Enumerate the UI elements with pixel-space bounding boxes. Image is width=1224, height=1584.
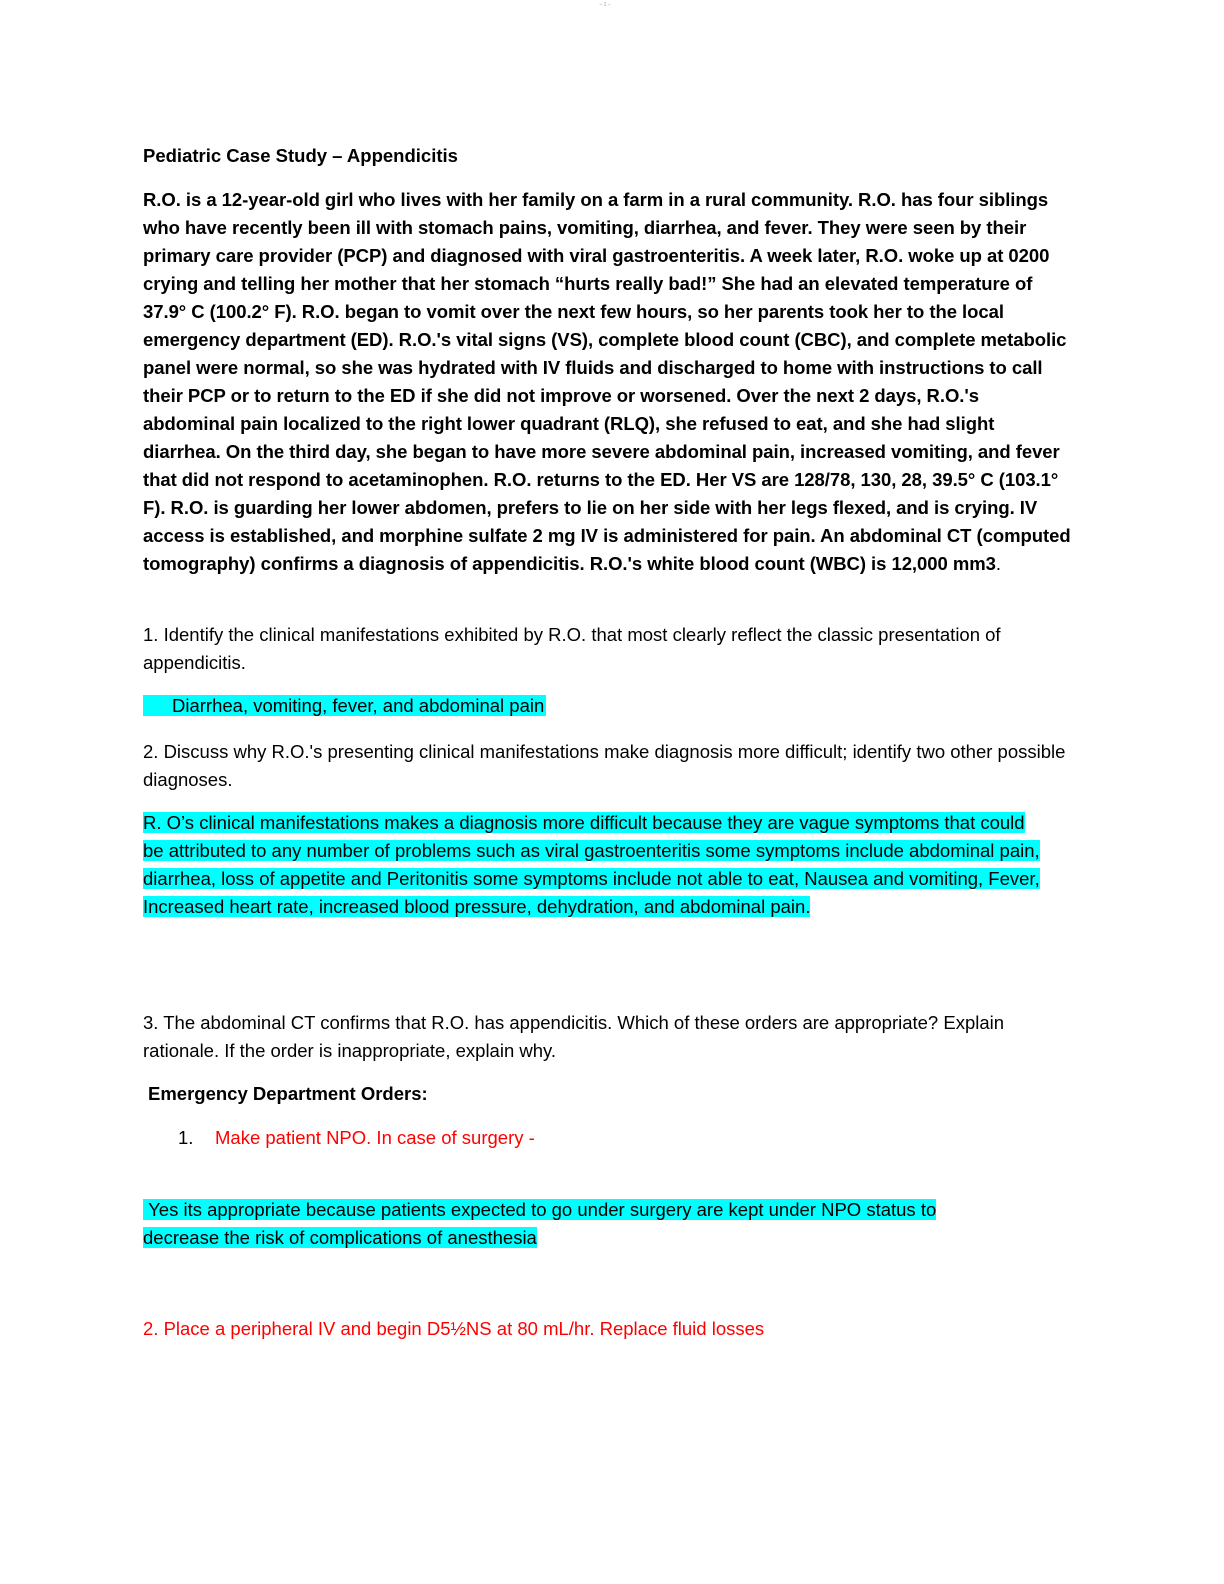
page-header-mark: – 1 –: [599, 2, 611, 8]
answer-1-highlight: Diarrhea, vomiting, fever, and abdominal pain: [143, 695, 546, 716]
order-1-number: 1.: [178, 1127, 194, 1148]
order-2: 2. Place a peripheral IV and begin D5½NS at 80 mL/hr. Replace fluid losses: [143, 1318, 765, 1339]
answer-1: [143, 692, 1073, 720]
question-1: 1. Identify the clinical manifestations exhibited by R.O. that most clearly reflect the classic presentation of appendicitis.: [143, 624, 1001, 673]
case-description-end: .: [995, 553, 1001, 574]
order-1-answer: [143, 1196, 1013, 1252]
orders-heading: Emergency Department Orders:: [148, 1083, 428, 1104]
answer-2: [143, 809, 1043, 921]
order-1-text: Make patient NPO. In case of surgery -: [215, 1127, 535, 1148]
document-title: Pediatric Case Study – Appendicitis: [143, 145, 458, 166]
question-3: 3. The abdominal CT confirms that R.O. has appendicitis. Which of these orders are appropriate? Explain rationale. If the order is inappropriate, explain why.: [143, 1012, 1005, 1061]
answer-2-highlight: R. O’s clinical manifestations makes a diagnosis more difficult because they are vague symptoms that could be attributed to any number of problems such as viral gastroenteritis some symptoms include abdominal pain, diarrhea, loss of appetite and Peritonitis some symptoms include not able to eat, Nausea and vomiting, Fever, Increased heart rate, increased blood pressure, dehydration, and abdominal pain.: [143, 812, 1040, 917]
case-description: [143, 186, 1073, 578]
order-1-answer-highlight: [143, 1199, 936, 1248]
order-1-answer-text: Yes its appropriate because patients expected to go under surgery are kept under NPO status to decrease the risk of complications of anesthesia: [143, 1199, 937, 1248]
order-1: [178, 1124, 535, 1152]
case-description-text: R.O. is a 12-year-old girl who lives with her family on a farm in a rural community. R.O. has four siblings who have recently been ill with stomach pains, vomiting, diarrhea, and fever. They were seen by their primary care provider (PCP) and diagnosed with viral gastroenteritis. A week later, R.O. woke up at 0200 crying and telling her mother that her stomach “hurts really bad!” She had an elevated temperature of 37.9° C (100.2° F). R.O. began to vomit over the next few hours, so her parents took her to the local emergency department (ED). R.O.'s vital signs (VS), complete blood count (CBC), and complete metabolic panel were normal, so she was hydrated with IV fluids and discharged to home with instructions to call their PCP or to return to the ED if she did not improve or worsened. Over the next 2 days, R.O.'s abdominal pain localized to the right lower quadrant (RLQ), she refused to eat, and she had slight diarrhea. On the third day, she began to have more severe abdominal pain, increased vomiting, and fever that did not respond to acetaminophen. R.O. returns to the ED. Her VS are 128/78, 130, 28, 39.5° C (103.1° F). R.O. is guarding her lower abdomen, prefers to lie on her side with her legs flexed, and is crying. IV access is established, and morphine sulfate 2 mg IV is administered for pain. An abdominal CT (computed tomography) confirms a diagnosis of appendicitis. R.O.'s white blood count (WBC) is 12,000 mm3: [143, 189, 1071, 574]
question-2: 2. Discuss why R.O.'s presenting clinical manifestations make diagnosis more difficult; identify two other possible diagnoses.: [143, 741, 1066, 790]
